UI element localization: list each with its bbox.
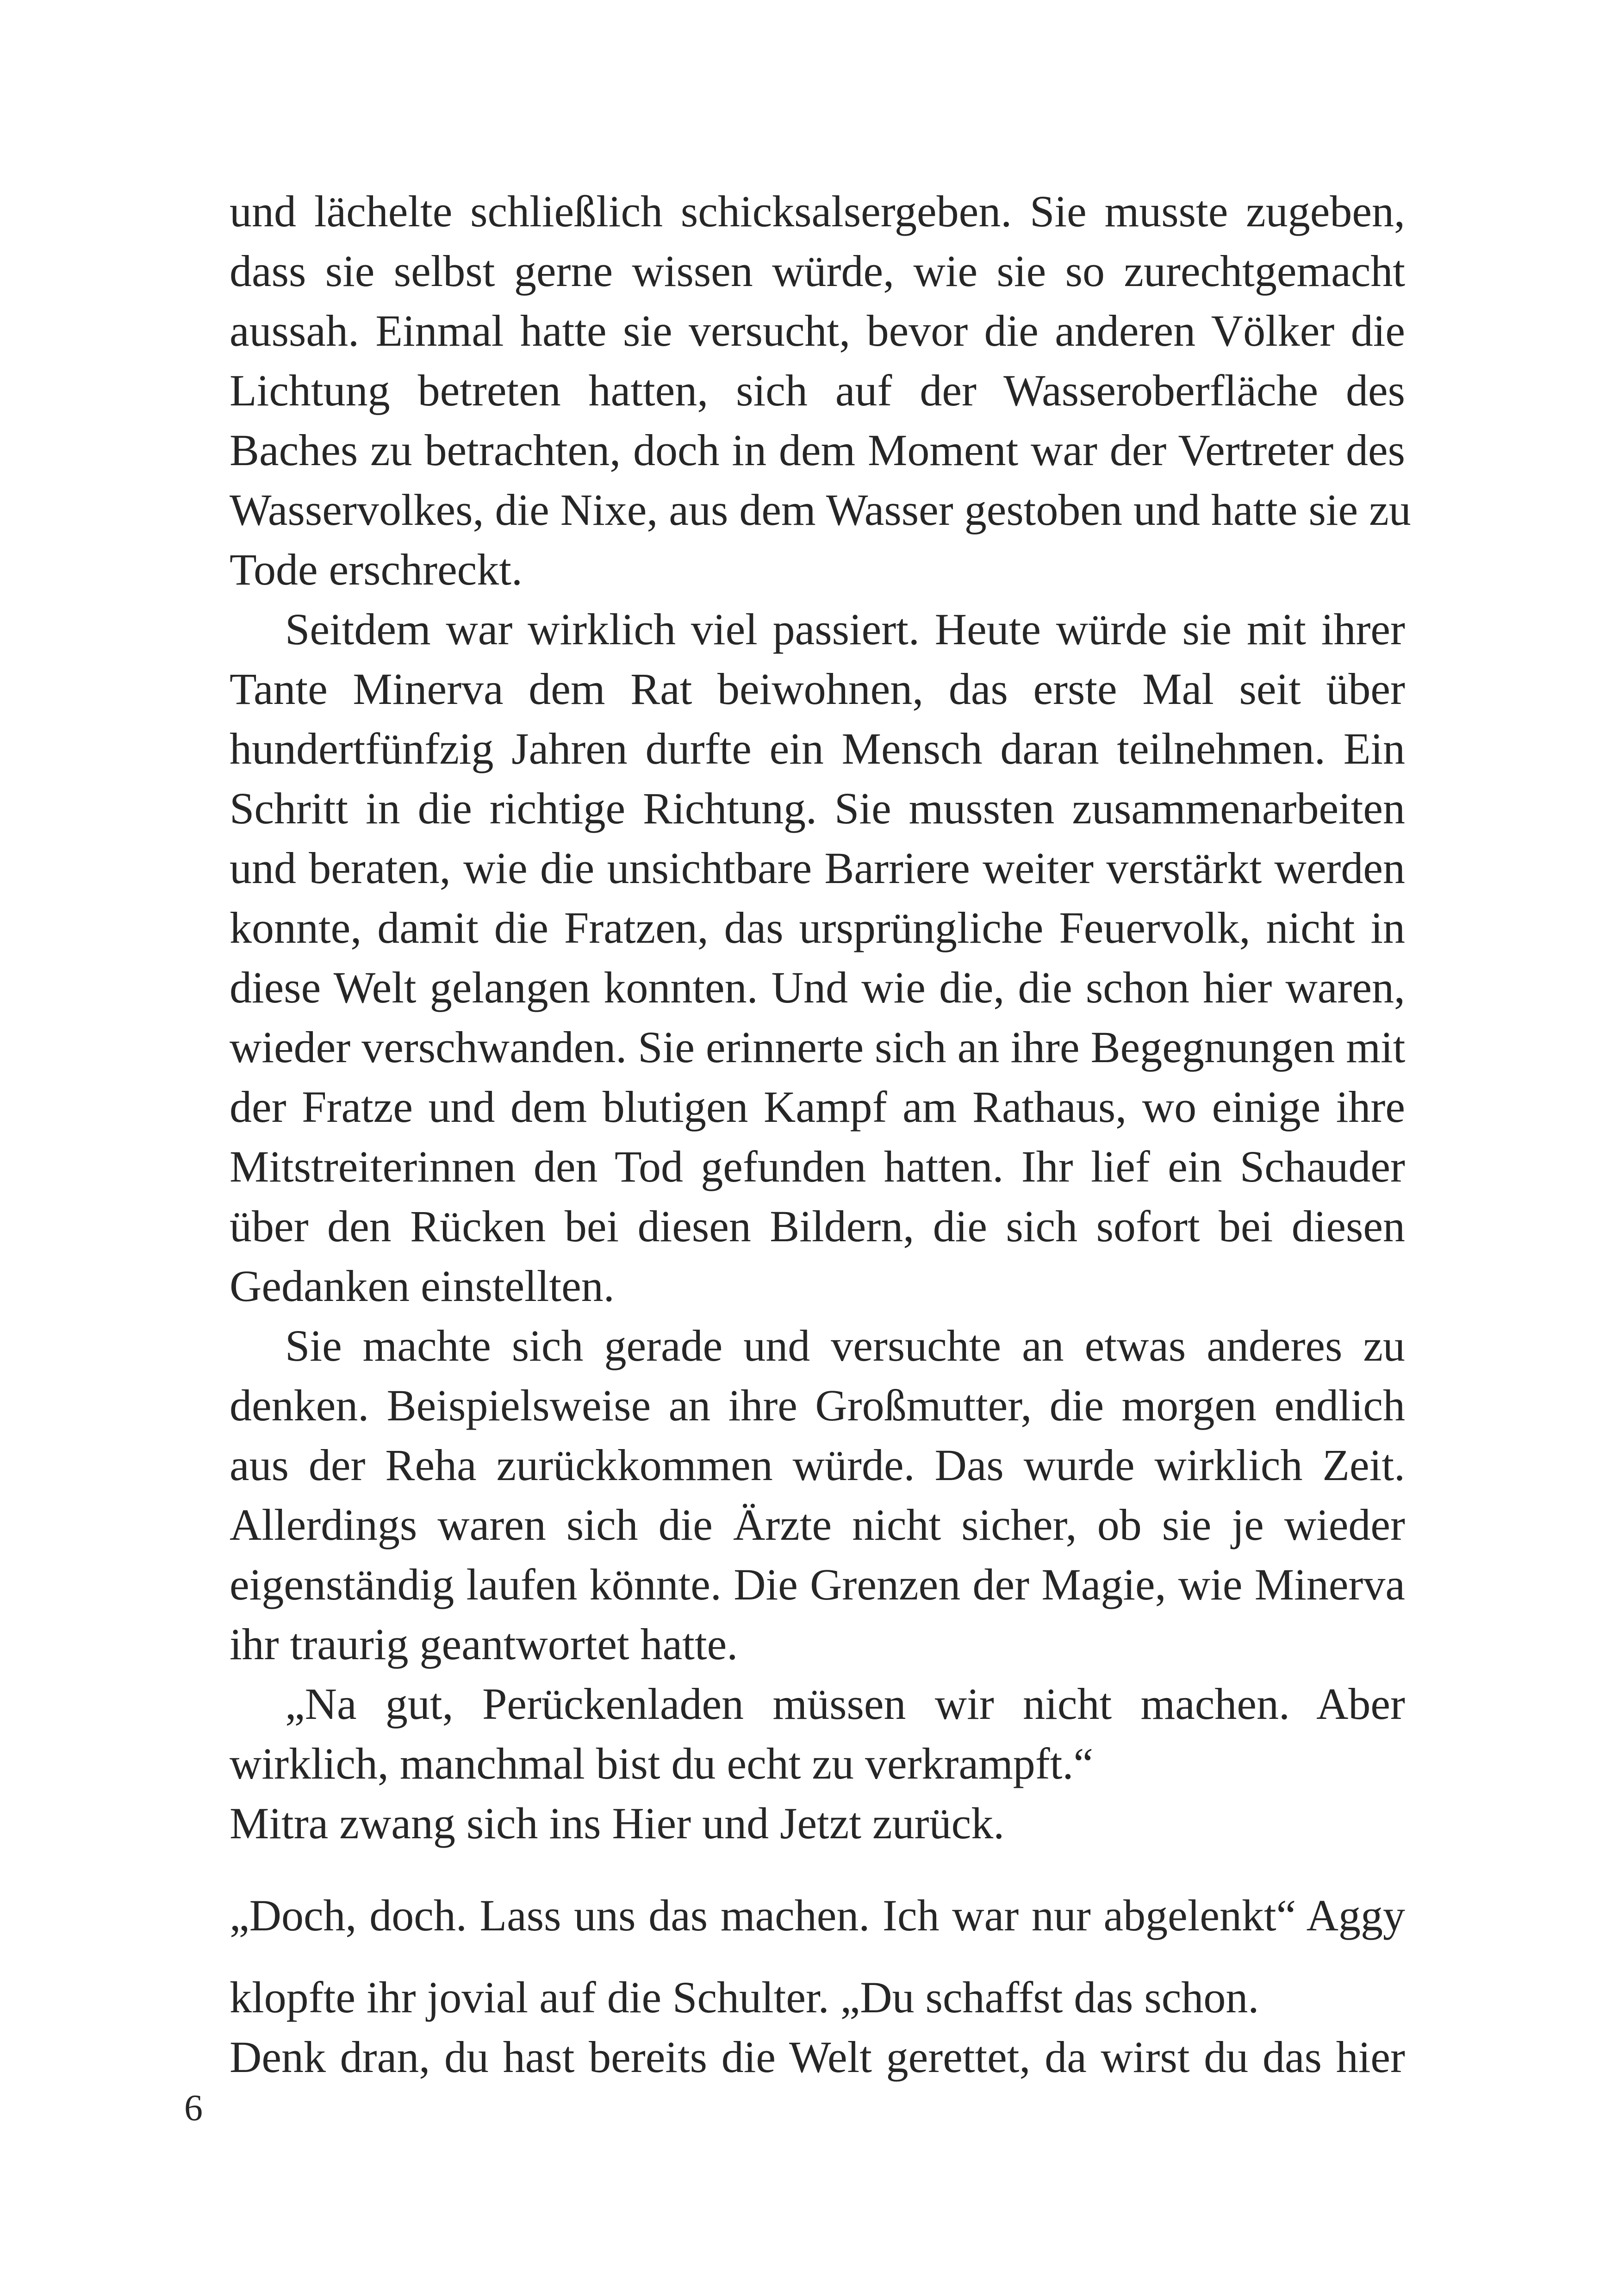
text-line: eigenständig laufen könnte. Die Grenzen der Magie, wie Minerva [230,1560,1405,1609]
text-line: und lächelte schließlich schicksalsergeben. Sie musste zugeben, [230,187,1405,236]
text-line: Wasservolkes, die Nixe, aus dem Wasser gestoben und hatte sie zu [230,485,1411,535]
body-text [230,181,1411,2087]
text-line: „Doch, doch. Lass uns das machen. Ich war nur abgelenkt“ Aggy [230,1891,1405,1940]
text-line: Denk dran, du hast bereits die Welt gerettet, da wirst du das hier [230,2032,1405,2082]
text-line: wieder verschwanden. Sie erinnerte sich an ihre Begegnungen mit [230,1022,1406,1072]
text-line: der Fratze und dem blutigen Kampf am Rathaus, wo einige ihre [230,1082,1405,1132]
text-line: Tante Minerva dem Rat beiwohnen, das erste Mal seit über [230,664,1405,714]
text-line: Baches zu betrachten, doch in dem Moment war der Vertreter des [230,425,1405,475]
text-line: diese Welt gelangen konnten. Und wie die, die schon hier waren, [230,963,1405,1012]
text-line: Allerdings waren sich die Ärzte nicht sicher, ob sie je wieder [230,1500,1405,1549]
text-line: konnte, damit die Fratzen, das ursprüngliche Feuervolk, nicht in [230,903,1405,952]
text-line: „Na gut, Perückenladen müssen wir nicht machen. Aber [285,1679,1405,1729]
text-line: Tode erschreckt. [230,545,523,594]
text-line: klopfte ihr jovial auf die Schulter. „Du schaffst das schon. [230,1972,1259,2022]
text-line: aussah. Einmal hatte sie versucht, bevor die anderen Völker die [230,306,1405,355]
text-line: hundertfünfzig Jahren durfte ein Mensch daran teilnehmen. Ein [230,724,1405,773]
text-line: Lichtung betreten hatten, sich auf der Wasseroberfläche des [230,366,1405,415]
text-line: aus der Reha zurückkommen würde. Das wurde wirklich Zeit. [230,1440,1405,1490]
text-line: denken. Beispielsweise an ihre Großmutter, die morgen endlich [230,1381,1405,1430]
text-line: Mitra zwang sich ins Hier und Jetzt zurück. [230,1798,1005,1848]
text-line: Schritt in die richtige Richtung. Sie mussten zusammenarbeiten [230,784,1405,833]
text-line: über den Rücken bei diesen Bildern, die sich sofort bei diesen [230,1201,1405,1251]
text-line: ihr traurig geantwortet hatte. [230,1619,738,1669]
text-line: Gedanken einstellten. [230,1261,615,1311]
text-line: Sie machte sich gerade und versuchte an etwas anderes zu [285,1321,1405,1370]
text-line: Seitdem war wirklich viel passiert. Heute würde sie mit ihrer [285,604,1405,654]
text-line: dass sie selbst gerne wissen würde, wie sie so zurechtgemacht [230,246,1405,296]
page-number: 6 [184,2088,203,2128]
text-line: wirklich, manchmal bist du echt zu verkrampft.“ [230,1739,1094,1788]
text-line: Mitstreiterinnen den Tod gefunden hatten. Ihr lief ein Schauder [230,1142,1405,1191]
text-line: und beraten, wie die unsichtbare Barriere weiter verstärkt werden [230,843,1405,893]
